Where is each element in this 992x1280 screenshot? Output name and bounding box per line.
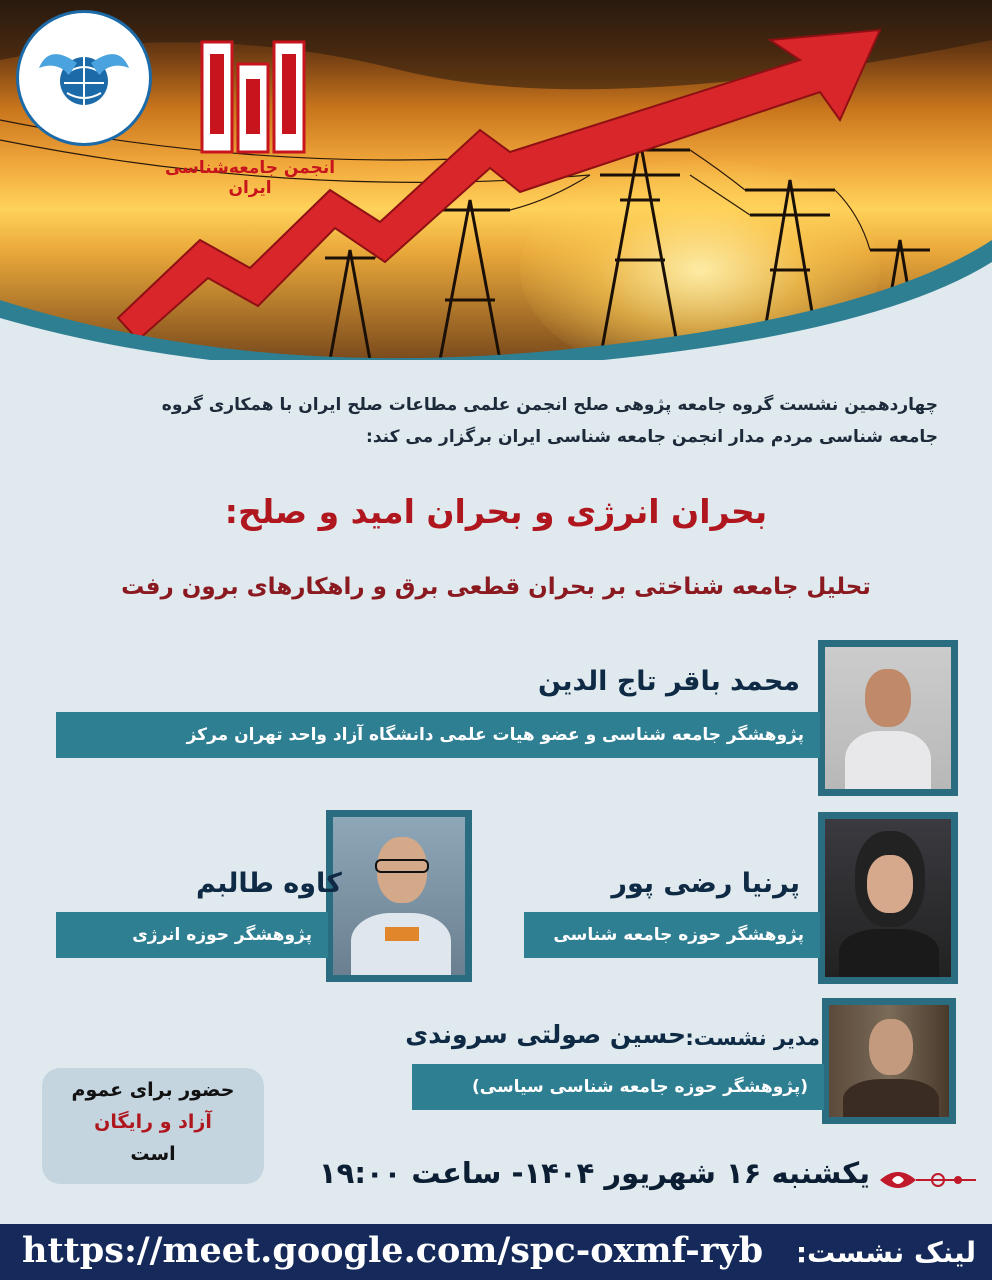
speaker-2-name: کاوه طالبم [196, 868, 342, 899]
sociology-association-logo [150, 34, 350, 198]
intro-line-1: چهاردهمین نشست گروه جامعه پژوهی صلح انجمن علمی مطاعات صلح ایران با همکاری گروه [161, 395, 938, 415]
moderator-name: حسین صولتی سروندی [405, 1020, 686, 1049]
speaker-1-name: محمد باقر تاج الدین [538, 666, 800, 697]
ornament-icon [878, 1160, 978, 1200]
meeting-link-label: لینک نشست: [795, 1236, 976, 1269]
speaker-1-role: پژوهشگر جامعه شناسی و عضو هیات علمی دانشگاه آزاد واحد تهران مرکز [56, 712, 820, 758]
speaker-2-role: پژوهشگر حوزه انرژی [56, 912, 328, 958]
speaker-3-name: پرنیا رضی پور [611, 868, 800, 899]
moderator-photo [822, 998, 956, 1124]
intro-line-2: جامعه شناسی مردم مدار انجمن جامعه شناسی ایران برگزار می کند: [366, 427, 938, 447]
free-line-1: حضور برای عموم [71, 1079, 235, 1101]
event-date: یکشنبه ۱۶ شهریور ۱۴۰۴- ساعت ۱۹:۰۰ [318, 1156, 870, 1190]
speaker-3-photo [818, 812, 958, 984]
event-subtitle: تحلیل جامعه شناختی بر بحران قطعی برق و راهکارهای برون رفت [121, 574, 871, 600]
logo-ring-text [19, 13, 24, 16]
event-title: بحران انرژی و بحران امید و صلح: [224, 492, 768, 531]
meeting-link[interactable]: https://meet.google.com/spc-oxmf-ryb [22, 1230, 764, 1271]
free-line-3: است [130, 1143, 176, 1165]
free-line-2: آزاد و رایگان [94, 1111, 212, 1133]
peace-association-logo [16, 10, 152, 146]
free-attendance-box [42, 1068, 264, 1184]
speaker-3-role: پژوهشگر حوزه جامعه شناسی [524, 912, 820, 958]
svg-text:انجمن علمی مطالعات صلح ایران [19, 13, 24, 16]
header-wave-divider [0, 240, 992, 360]
sociology-logo-caption: انجمن جامعه‌شناسی ایران [164, 158, 336, 198]
moderator-label: مدیر نشست: [685, 1026, 820, 1050]
speaker-2-photo [326, 810, 472, 982]
moderator-role: (پژوهشگر حوزه جامعه شناسی سیاسی) [412, 1064, 824, 1110]
speaker-1-photo [818, 640, 958, 796]
